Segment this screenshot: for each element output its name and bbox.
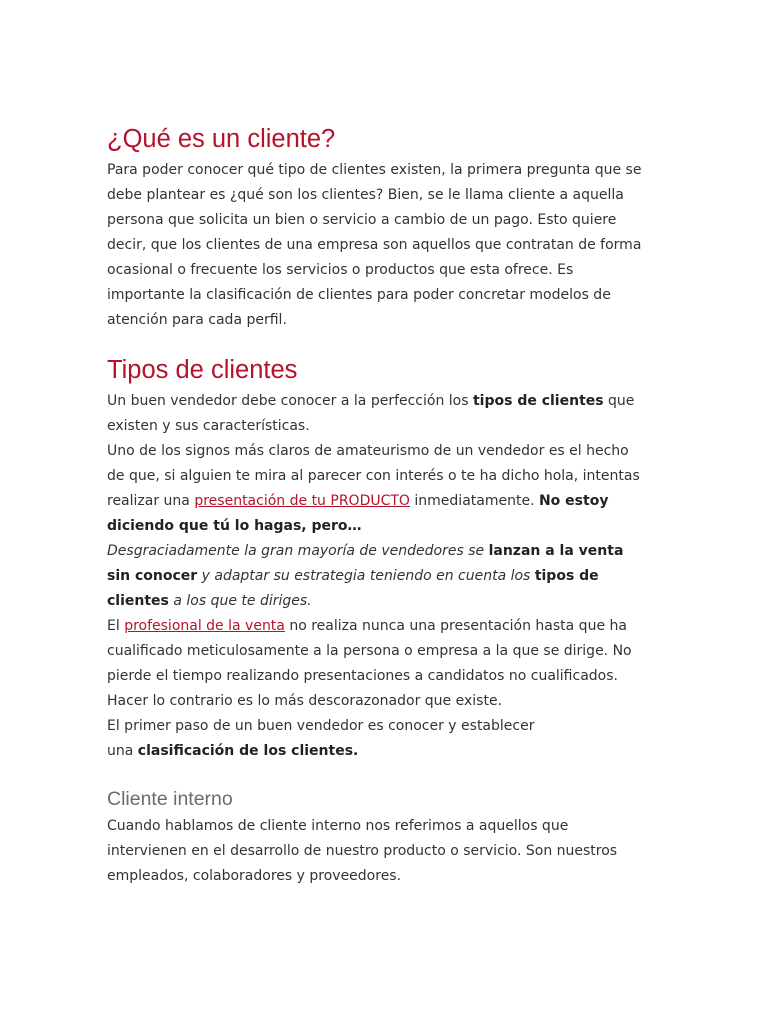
italic-text: a los que te diriges. (168, 593, 312, 609)
text-span: inmediatamente. (409, 493, 539, 509)
bold-text: lanzan a la venta (488, 543, 624, 559)
text-span: no realiza nunca una presentación hasta que ha (284, 618, 627, 634)
bold-text: No estoy (538, 493, 609, 509)
link-presentacion-producto[interactable]: presentación de tu PRODUCTO (194, 493, 410, 509)
text-line (107, 589, 667, 614)
text-line: existen y sus características. (107, 418, 310, 434)
link-profesional-venta[interactable]: profesional de la venta (124, 618, 285, 634)
text-line: importante la clasificación de clientes para poder concretar modelos de (107, 287, 611, 303)
text-line: debe plantear es ¿qué son los clientes? Bien, se le llama cliente a aquella (107, 187, 624, 203)
italic-text: y adaptar su estrategia teniendo en cuenta los (197, 568, 535, 584)
text-line: atención para cada perfil. (107, 312, 287, 328)
text-line: El primer paso de un buen vendedor es conocer y establecer (107, 718, 535, 734)
text-line (107, 564, 667, 589)
text-line: Uno de los signos más claros de amateurismo de un vendedor es el hecho (107, 443, 629, 459)
text-line (107, 389, 667, 414)
text-line: de que, si alguien te mira al parecer con interés o te ha dicho hola, intentas (107, 468, 640, 484)
paragraph-tipos-de-clientes (107, 389, 667, 764)
heading-tipos-de-clientes: Tipos de clientes (107, 356, 298, 384)
bold-text: clasificación de los clientes. (137, 743, 359, 759)
text-line: Para poder conocer qué tipo de clientes existen, la primera pregunta que se (107, 162, 642, 178)
text-line: decir, que los clientes de una empresa son aquellos que contratan de forma (107, 237, 642, 253)
text-line: Cuando hablamos de cliente interno nos referimos a aquellos que (107, 818, 569, 834)
heading-cliente-interno: Cliente interno (107, 788, 233, 810)
text-span: realizar una (107, 493, 195, 509)
text-line (107, 614, 667, 639)
paragraph-que-es-un-cliente (107, 158, 667, 333)
text-line: empleados, colaboradores y proveedores. (107, 868, 402, 884)
text-line (107, 514, 667, 539)
text-line (107, 739, 667, 764)
paragraph-cliente-interno (107, 814, 667, 889)
text-line: intervienen en el desarrollo de nuestro producto o servicio. Son nuestros (107, 843, 618, 859)
text-line: Hacer lo contrario es lo más descorazonador que existe. (107, 693, 503, 709)
text-line: cualificado meticulosamente a la persona o empresa a la que se dirige. No (107, 643, 632, 659)
heading-que-es-un-cliente: ¿Qué es un cliente? (107, 125, 336, 153)
bold-text: sin conocer (107, 568, 198, 584)
text-line: pierde el tiempo realizando presentaciones a candidatos no cualificados. (107, 668, 618, 684)
text-line: ocasional o frecuente los servicios o productos que esta ofrece. Es (107, 262, 574, 278)
bold-text: tipos de (534, 568, 599, 584)
text-line (107, 489, 667, 514)
text-span: El (107, 618, 125, 634)
bold-text: tipos de clientes (472, 393, 604, 409)
text-line (107, 539, 667, 564)
text-span: una (107, 743, 138, 759)
italic-text: Desgraciadamente la gran mayoría de vendedores se (107, 543, 489, 559)
document-content (107, 122, 667, 889)
bold-text: clientes (107, 593, 169, 609)
text-span: Un buen vendedor debe conocer a la perfección los (107, 393, 473, 409)
text-span: que (603, 393, 635, 409)
text-line: persona que solicita un bien o servicio a cambio de un pago. Esto quiere (107, 212, 617, 228)
bold-text: diciendo que tú lo hagas, pero… (107, 518, 362, 534)
